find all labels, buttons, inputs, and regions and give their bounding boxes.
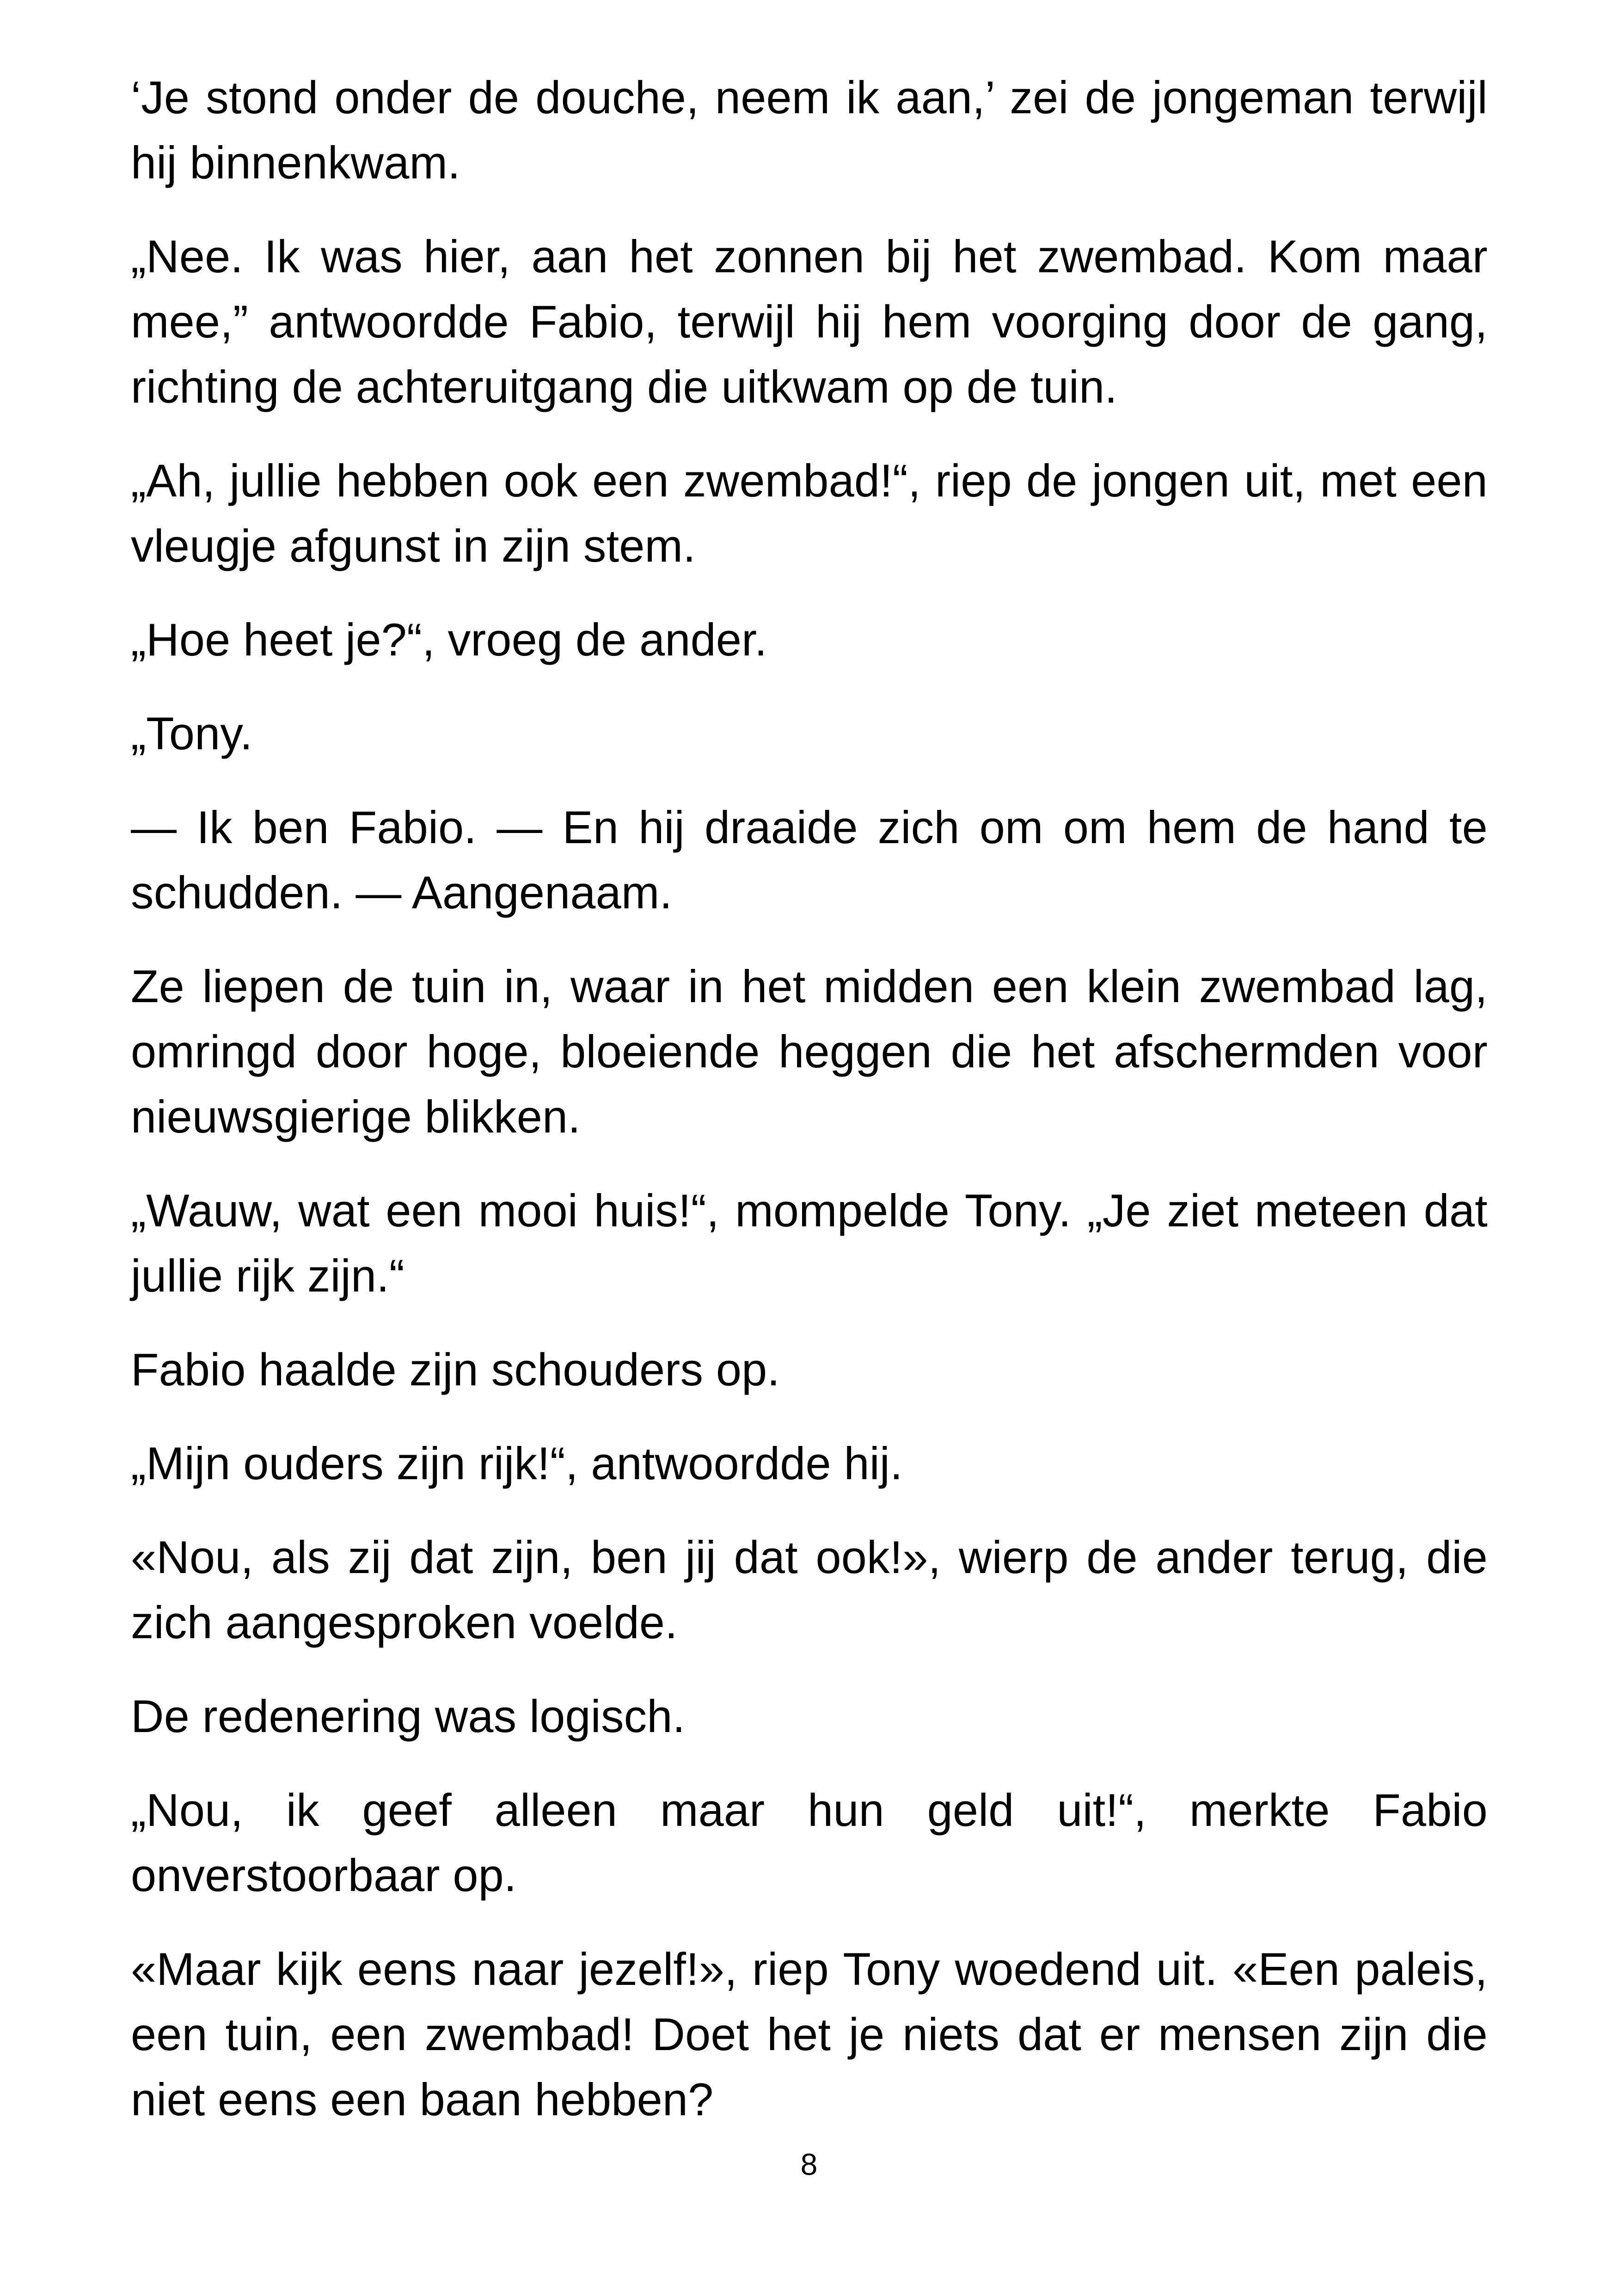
paragraph-9: Fabio haalde zijn schouders op. bbox=[131, 1344, 780, 1395]
paragraph-4: „Hoe heet je?“, vroeg de ander. bbox=[131, 614, 767, 665]
paragraph-14: «Maar kijk eens naar jezelf!», riep Tony woedend uit. «Een paleis, een tuin, een zwembad! Doet het je niets dat er mensen zijn die niet eens een baan hebben? bbox=[131, 1943, 1488, 2125]
paragraph-11: «Nou, als zij dat zijn, ben jij dat ook!», wierp de ander terug, die zich aangesproken voelde. bbox=[131, 1531, 1488, 1648]
paragraph-8: „Wauw, wat een mooi huis!“, mompelde Tony. „Je ziet meteen dat jullie rijk zijn.“ bbox=[131, 1185, 1488, 1301]
paragraph-7: Ze liepen de tuin in, waar in het midden een klein zwembad lag, omringd door hoge, bloeiende heggen die het afschermden voor nieuwsgierige blikken. bbox=[131, 961, 1488, 1142]
paragraph-2: „Nee. Ik was hier, aan het zonnen bij het zwembad. Kom maar mee,” antwoordde Fabio, terwijl hij hem voorging door de gang, richting de achteruitgang die uitkwam op de tuin. bbox=[131, 231, 1488, 412]
page-number: 8 bbox=[800, 2147, 818, 2181]
paragraph-13: „Nou, ik geef alleen maar hun geld uit!“, merkte Fabio onverstoorbaar op. bbox=[131, 1784, 1488, 1901]
paragraph-5: „Tony. bbox=[131, 708, 253, 759]
body-text bbox=[131, 65, 1488, 2161]
paragraph-1: ‘Je stond onder de douche, neem ik aan,’ zei de jongeman terwijl hij binnenkwam. bbox=[131, 72, 1488, 188]
paragraph-12: De redenering was logisch. bbox=[131, 1690, 686, 1742]
paragraph-10: „Mijn ouders zijn rijk!“, antwoordde hij. bbox=[131, 1438, 903, 1489]
paragraph-3: „Ah, jullie hebben ook een zwembad!“, riep de jongen uit, met een vleugje afgunst in zijn stem. bbox=[131, 455, 1488, 571]
paragraph-6: — Ik ben Fabio. — En hij draaide zich om om hem de hand te schudden. — Aangenaam. bbox=[131, 802, 1488, 918]
